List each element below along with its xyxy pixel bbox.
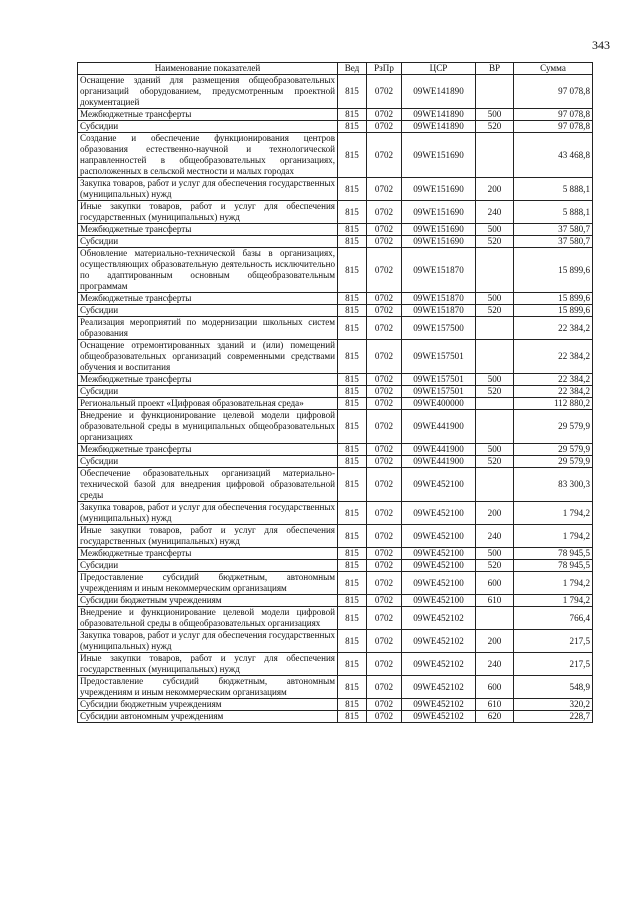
row-rzpr-cell: 0702 [367, 178, 402, 201]
table-row [78, 456, 593, 468]
column-header-csr: ЦСР [402, 63, 476, 75]
row-rzpr-cell: 0702 [367, 444, 402, 456]
table-row [78, 572, 593, 595]
row-vr-cell: 500 [476, 109, 514, 121]
row-sum-cell: 29 579,9 [514, 456, 593, 468]
row-csr-cell: 09WE141890 [402, 75, 476, 109]
row-ved-cell: 815 [338, 374, 367, 386]
row-name-cell: Субсидии [78, 456, 338, 468]
table-row [78, 560, 593, 572]
row-ved-cell: 815 [338, 711, 367, 723]
row-sum-cell: 1 794,2 [514, 502, 593, 525]
row-ved-cell: 815 [338, 75, 367, 109]
row-rzpr-cell: 0702 [367, 560, 402, 572]
row-sum-cell: 22 384,2 [514, 374, 593, 386]
row-csr-cell: 09WE400000 [402, 398, 476, 410]
row-csr-cell: 09WE141890 [402, 121, 476, 133]
row-vr-cell [476, 607, 514, 630]
row-csr-cell: 09WE151690 [402, 236, 476, 248]
row-rzpr-cell: 0702 [367, 293, 402, 305]
row-rzpr-cell: 0702 [367, 572, 402, 595]
row-name-cell: Межбюджетные трансферты [78, 374, 338, 386]
row-name-cell: Реализация мероприятий по модернизации школьных систем образования [78, 317, 338, 340]
table-row [78, 317, 593, 340]
header-row [78, 63, 593, 75]
row-ved-cell: 815 [338, 653, 367, 676]
row-ved-cell: 815 [338, 607, 367, 630]
row-rzpr-cell: 0702 [367, 201, 402, 224]
row-vr-cell: 620 [476, 711, 514, 723]
table-row [78, 607, 593, 630]
row-name-cell: Субсидии бюджетным учреждениям [78, 595, 338, 607]
row-name-cell: Субсидии [78, 386, 338, 398]
row-csr-cell: 09WE157501 [402, 374, 476, 386]
row-ved-cell: 815 [338, 317, 367, 340]
row-rzpr-cell: 0702 [367, 386, 402, 398]
row-ved-cell: 815 [338, 398, 367, 410]
row-name-cell: Иные закупки товаров, работ и услуг для обеспечения государственных (муниципальных) нужд [78, 653, 338, 676]
row-name-cell: Предоставление субсидий бюджетным, автономным учреждениям и иным некоммерческим организациям [78, 676, 338, 699]
budget-table [77, 62, 593, 723]
row-ved-cell: 815 [338, 502, 367, 525]
row-csr-cell: 09WE452100 [402, 502, 476, 525]
row-vr-cell: 500 [476, 224, 514, 236]
row-csr-cell: 09WE452100 [402, 595, 476, 607]
row-rzpr-cell: 0702 [367, 374, 402, 386]
row-csr-cell: 09WE452102 [402, 676, 476, 699]
row-rzpr-cell: 0702 [367, 248, 402, 293]
row-ved-cell: 815 [338, 560, 367, 572]
table-row [78, 374, 593, 386]
row-vr-cell: 240 [476, 201, 514, 224]
row-sum-cell: 5 888,1 [514, 201, 593, 224]
row-name-cell: Оснащение отремонтированных зданий и (или) помещений общеобразовательных организаций современными средствами обучения и воспитания [78, 340, 338, 374]
row-sum-cell: 1 794,2 [514, 525, 593, 548]
row-csr-cell: 09WE452100 [402, 468, 476, 502]
table-row [78, 109, 593, 121]
table-row [78, 386, 593, 398]
row-csr-cell: 09WE151690 [402, 224, 476, 236]
row-ved-cell: 815 [338, 595, 367, 607]
table-row [78, 410, 593, 444]
row-vr-cell [476, 398, 514, 410]
row-rzpr-cell: 0702 [367, 236, 402, 248]
row-name-cell: Внедрение и функционирование целевой модели цифровой образовательной среды в общеобразовательных организациях [78, 607, 338, 630]
row-rzpr-cell: 0702 [367, 398, 402, 410]
table-row [78, 468, 593, 502]
row-ved-cell: 815 [338, 386, 367, 398]
column-header-name: Наименование показателей [78, 63, 338, 75]
table-row [78, 595, 593, 607]
row-csr-cell: 09WE452102 [402, 699, 476, 711]
table-body [78, 75, 593, 723]
row-name-cell: Закупка товаров, работ и услуг для обеспечения государственных (муниципальных) нужд [78, 178, 338, 201]
row-vr-cell: 610 [476, 595, 514, 607]
table-row [78, 525, 593, 548]
row-csr-cell: 09WE151870 [402, 248, 476, 293]
row-ved-cell: 815 [338, 248, 367, 293]
row-name-cell: Обеспечение образовательных организаций материально-технической базой для внедрения цифровой образовательной среды [78, 468, 338, 502]
column-header-vr: ВР [476, 63, 514, 75]
row-csr-cell: 09WE151870 [402, 293, 476, 305]
row-vr-cell [476, 410, 514, 444]
row-rzpr-cell: 0702 [367, 699, 402, 711]
row-name-cell: Межбюджетные трансферты [78, 548, 338, 560]
row-vr-cell: 520 [476, 386, 514, 398]
table-row [78, 398, 593, 410]
row-name-cell: Предоставление субсидий бюджетным, автономным учреждениям и иным некоммерческим организациям [78, 572, 338, 595]
table-row [78, 444, 593, 456]
row-rzpr-cell: 0702 [367, 133, 402, 178]
row-csr-cell: 09WE452102 [402, 653, 476, 676]
table-row [78, 305, 593, 317]
table-row [78, 548, 593, 560]
row-sum-cell: 97 078,8 [514, 121, 593, 133]
row-ved-cell: 815 [338, 293, 367, 305]
row-csr-cell: 09WE441900 [402, 444, 476, 456]
row-sum-cell: 548,9 [514, 676, 593, 699]
row-rzpr-cell: 0702 [367, 468, 402, 502]
row-rzpr-cell: 0702 [367, 607, 402, 630]
row-vr-cell [476, 317, 514, 340]
row-csr-cell: 09WE141890 [402, 109, 476, 121]
table-row [78, 224, 593, 236]
row-csr-cell: 09WE157500 [402, 317, 476, 340]
row-name-cell: Субсидии [78, 236, 338, 248]
row-sum-cell: 217,5 [514, 653, 593, 676]
row-csr-cell: 09WE151870 [402, 305, 476, 317]
row-name-cell: Закупка товаров, работ и услуг для обеспечения государственных (муниципальных) нужд [78, 502, 338, 525]
row-rzpr-cell: 0702 [367, 109, 402, 121]
column-header-ved: Вед [338, 63, 367, 75]
row-sum-cell: 97 078,8 [514, 109, 593, 121]
row-name-cell: Обновление материально-технической базы в организациях, осуществляющих образовательную деятельность исключительно по адаптированным основным общеобразовательным программам [78, 248, 338, 293]
row-vr-cell: 520 [476, 121, 514, 133]
row-rzpr-cell: 0702 [367, 653, 402, 676]
row-name-cell: Создание и обеспечение функционирования центров образования естественно-научной и технологической направленностей в общеобразовательных организациях, расположенных в сельской местности и малых городах [78, 133, 338, 178]
row-sum-cell: 217,5 [514, 630, 593, 653]
row-vr-cell: 200 [476, 502, 514, 525]
row-rzpr-cell: 0702 [367, 410, 402, 444]
row-name-cell: Иные закупки товаров, работ и услуг для обеспечения государственных (муниципальных) нужд [78, 525, 338, 548]
row-ved-cell: 815 [338, 178, 367, 201]
row-name-cell: Субсидии автономным учреждениям [78, 711, 338, 723]
row-vr-cell [476, 248, 514, 293]
row-ved-cell: 815 [338, 630, 367, 653]
table-row [78, 502, 593, 525]
row-name-cell: Региональный проект «Цифровая образовательная среда» [78, 398, 338, 410]
row-ved-cell: 815 [338, 468, 367, 502]
row-sum-cell: 78 945,5 [514, 548, 593, 560]
row-name-cell: Иные закупки товаров, работ и услуг для обеспечения государственных (муниципальных) нужд [78, 201, 338, 224]
row-sum-cell: 43 468,8 [514, 133, 593, 178]
row-csr-cell: 09WE452100 [402, 525, 476, 548]
row-vr-cell [476, 75, 514, 109]
row-vr-cell: 500 [476, 374, 514, 386]
row-csr-cell: 09WE452100 [402, 572, 476, 595]
row-sum-cell: 37 580,7 [514, 224, 593, 236]
row-name-cell: Закупка товаров, работ и услуг для обеспечения государственных (муниципальных) нужд [78, 630, 338, 653]
row-sum-cell: 22 384,2 [514, 386, 593, 398]
row-sum-cell: 5 888,1 [514, 178, 593, 201]
row-ved-cell: 815 [338, 201, 367, 224]
row-csr-cell: 09WE441900 [402, 456, 476, 468]
table-row [78, 133, 593, 178]
row-rzpr-cell: 0702 [367, 456, 402, 468]
table-row [78, 653, 593, 676]
row-ved-cell: 815 [338, 133, 367, 178]
row-sum-cell: 97 078,8 [514, 75, 593, 109]
row-sum-cell: 37 580,7 [514, 236, 593, 248]
table-row [78, 699, 593, 711]
row-vr-cell [476, 468, 514, 502]
row-csr-cell: 09WE157501 [402, 386, 476, 398]
table-row [78, 340, 593, 374]
row-rzpr-cell: 0702 [367, 711, 402, 723]
row-vr-cell: 520 [476, 456, 514, 468]
row-ved-cell: 815 [338, 305, 367, 317]
row-name-cell: Межбюджетные трансферты [78, 109, 338, 121]
row-csr-cell: 09WE441900 [402, 410, 476, 444]
row-rzpr-cell: 0702 [367, 525, 402, 548]
row-ved-cell: 815 [338, 410, 367, 444]
table-header [78, 63, 593, 75]
row-rzpr-cell: 0702 [367, 224, 402, 236]
row-ved-cell: 815 [338, 699, 367, 711]
row-ved-cell: 815 [338, 444, 367, 456]
row-vr-cell: 600 [476, 676, 514, 699]
row-sum-cell: 15 899,6 [514, 293, 593, 305]
column-header-sum: Сумма [514, 63, 593, 75]
row-csr-cell: 09WE452100 [402, 548, 476, 560]
row-csr-cell: 09WE157501 [402, 340, 476, 374]
row-sum-cell: 228,7 [514, 711, 593, 723]
row-ved-cell: 815 [338, 121, 367, 133]
row-ved-cell: 815 [338, 525, 367, 548]
row-vr-cell: 610 [476, 699, 514, 711]
row-vr-cell: 240 [476, 653, 514, 676]
row-name-cell: Внедрение и функционирование целевой модели цифровой образовательной среды в муниципальных общеобразовательных организациях [78, 410, 338, 444]
table-row [78, 630, 593, 653]
row-sum-cell: 29 579,9 [514, 410, 593, 444]
row-name-cell: Межбюджетные трансферты [78, 224, 338, 236]
row-ved-cell: 815 [338, 109, 367, 121]
table-row [78, 676, 593, 699]
row-rzpr-cell: 0702 [367, 502, 402, 525]
row-vr-cell: 200 [476, 630, 514, 653]
row-csr-cell: 09WE151690 [402, 133, 476, 178]
row-sum-cell: 22 384,2 [514, 317, 593, 340]
row-sum-cell: 1 794,2 [514, 595, 593, 607]
row-sum-cell: 1 794,2 [514, 572, 593, 595]
table-row [78, 75, 593, 109]
row-name-cell: Межбюджетные трансферты [78, 444, 338, 456]
row-rzpr-cell: 0702 [367, 630, 402, 653]
row-ved-cell: 815 [338, 572, 367, 595]
row-ved-cell: 815 [338, 676, 367, 699]
row-sum-cell: 29 579,9 [514, 444, 593, 456]
table-row [78, 201, 593, 224]
row-vr-cell: 520 [476, 560, 514, 572]
row-rzpr-cell: 0702 [367, 75, 402, 109]
row-ved-cell: 815 [338, 456, 367, 468]
row-sum-cell: 83 300,3 [514, 468, 593, 502]
row-sum-cell: 766,4 [514, 607, 593, 630]
row-sum-cell: 112 880,2 [514, 398, 593, 410]
row-csr-cell: 09WE452102 [402, 711, 476, 723]
row-csr-cell: 09WE452100 [402, 560, 476, 572]
row-rzpr-cell: 0702 [367, 340, 402, 374]
row-rzpr-cell: 0702 [367, 305, 402, 317]
row-name-cell: Субсидии бюджетным учреждениям [78, 699, 338, 711]
row-sum-cell: 320,2 [514, 699, 593, 711]
row-sum-cell: 78 945,5 [514, 560, 593, 572]
row-csr-cell: 09WE452102 [402, 630, 476, 653]
row-name-cell: Субсидии [78, 121, 338, 133]
row-sum-cell: 15 899,6 [514, 305, 593, 317]
row-vr-cell: 600 [476, 572, 514, 595]
table-row [78, 711, 593, 723]
row-sum-cell: 15 899,6 [514, 248, 593, 293]
row-ved-cell: 815 [338, 340, 367, 374]
table-row [78, 178, 593, 201]
row-ved-cell: 815 [338, 224, 367, 236]
row-vr-cell [476, 133, 514, 178]
row-ved-cell: 815 [338, 236, 367, 248]
column-header-rzpr: РзПр [367, 63, 402, 75]
table-row [78, 248, 593, 293]
row-vr-cell: 520 [476, 236, 514, 248]
row-vr-cell: 500 [476, 548, 514, 560]
row-vr-cell: 500 [476, 444, 514, 456]
row-name-cell: Оснащение зданий для размещения общеобразовательных организаций оборудованием, предусмотренным проектной документацией [78, 75, 338, 109]
row-rzpr-cell: 0702 [367, 595, 402, 607]
page-number: 343 [592, 38, 610, 52]
row-csr-cell: 09WE151690 [402, 178, 476, 201]
row-vr-cell: 520 [476, 305, 514, 317]
row-rzpr-cell: 0702 [367, 676, 402, 699]
row-csr-cell: 09WE151690 [402, 201, 476, 224]
row-name-cell: Межбюджетные трансферты [78, 293, 338, 305]
table-row [78, 121, 593, 133]
row-vr-cell [476, 340, 514, 374]
row-name-cell: Субсидии [78, 305, 338, 317]
row-vr-cell: 500 [476, 293, 514, 305]
row-vr-cell: 200 [476, 178, 514, 201]
row-ved-cell: 815 [338, 548, 367, 560]
row-csr-cell: 09WE452102 [402, 607, 476, 630]
row-rzpr-cell: 0702 [367, 121, 402, 133]
table-row [78, 236, 593, 248]
row-sum-cell: 22 384,2 [514, 340, 593, 374]
row-rzpr-cell: 0702 [367, 548, 402, 560]
row-name-cell: Субсидии [78, 560, 338, 572]
row-rzpr-cell: 0702 [367, 317, 402, 340]
table-row [78, 293, 593, 305]
row-vr-cell: 240 [476, 525, 514, 548]
